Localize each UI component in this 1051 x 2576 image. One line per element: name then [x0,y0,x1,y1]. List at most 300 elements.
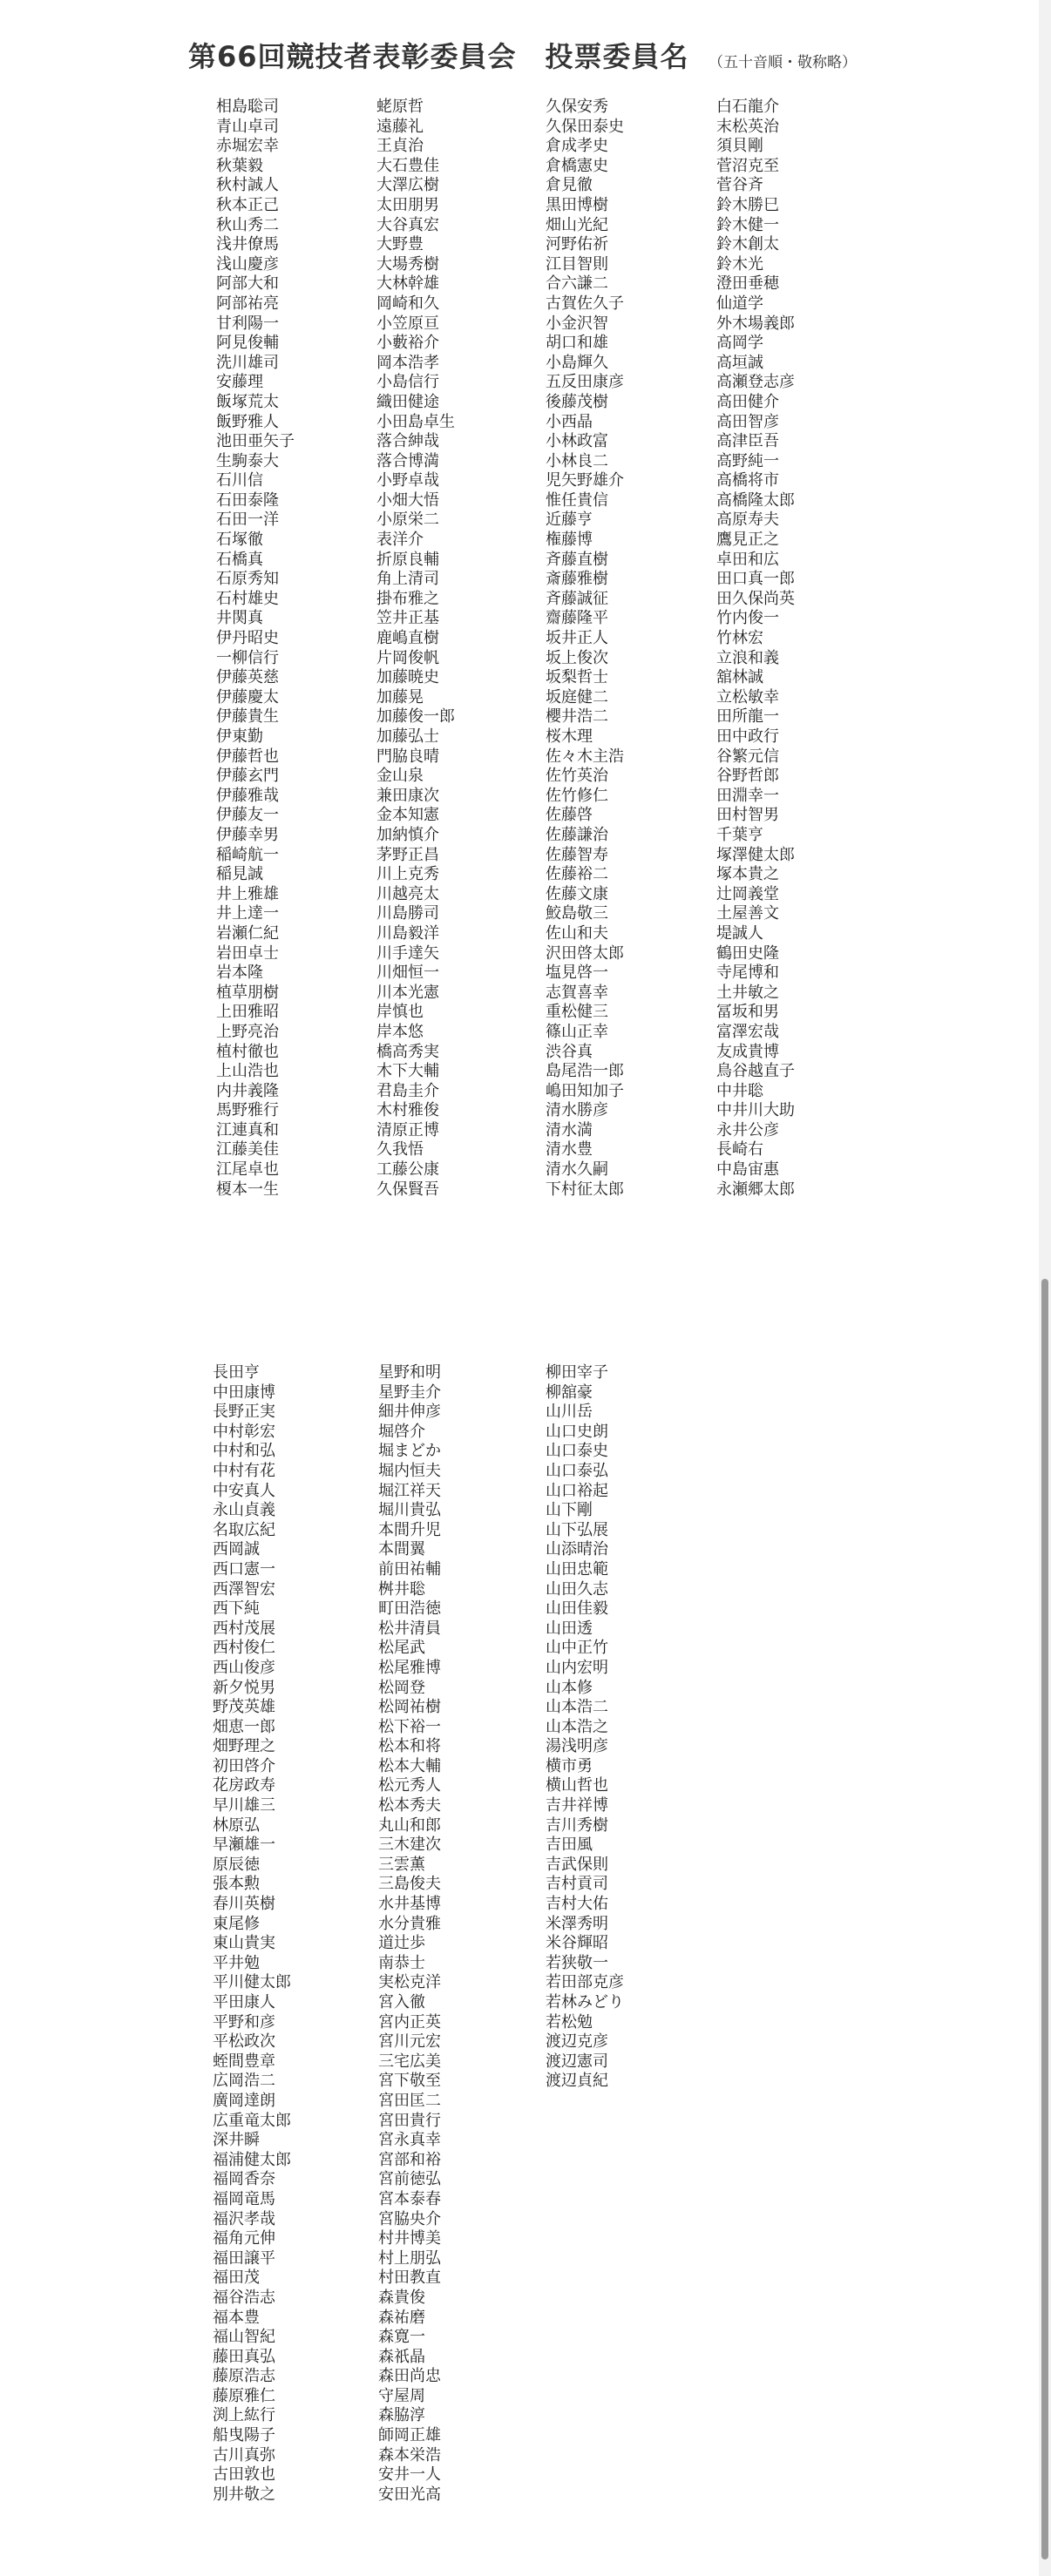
voter-name: 飯塚荒太 [216,392,279,411]
voter-name: 長野正実 [213,1403,275,1422]
voter-name: 松本和将 [378,1737,441,1756]
voter-column [376,98,455,1200]
voter-name: 秋村誠人 [216,176,279,195]
voter-name: 高田健介 [716,392,779,411]
voter-name: 松下裕一 [378,1717,441,1736]
voter-name: 長田亨 [213,1363,260,1382]
voter-name: 清原正博 [376,1120,439,1139]
voter-name: 福岡香奈 [213,2170,275,2189]
voter-name: 岸本悠 [376,1022,424,1041]
voter-name: 坂梨哲士 [546,668,608,687]
voter-name: 塩見啓一 [546,963,608,983]
voter-name: 三木建次 [378,1836,441,1855]
voter-name: 松尾武 [378,1639,425,1658]
voter-name: 三雲薫 [378,1855,425,1874]
voter-name: 石塚徹 [216,531,263,550]
voter-name: 佐々木主浩 [546,747,624,766]
voter-name: 江尾卓也 [216,1160,279,1180]
voter-name: 新夕悦男 [213,1678,275,1697]
voter-name: 柳舘豪 [546,1383,593,1402]
voter-name: 道辻歩 [378,1934,425,1953]
voter-name: 佐藤文康 [546,884,608,903]
voter-name: 大澤広樹 [376,176,439,195]
voter-name: 平井勉 [213,1953,260,1972]
voter-name: 横山哲也 [546,1776,608,1795]
voter-name: 末松英治 [716,117,779,136]
voter-name: 高垣誠 [716,353,763,372]
voter-name: 松井清員 [378,1619,441,1638]
voter-name: 金山泉 [376,767,424,786]
voter-name: 村上朋弘 [378,2248,441,2268]
voter-name: 石田一洋 [216,510,279,530]
voter-name: 丸山和郎 [378,1815,441,1835]
voter-name: 松本大輔 [378,1756,441,1775]
voter-name: 片岡俊帆 [376,648,439,667]
voter-name: 福岡竜馬 [213,2189,275,2208]
voter-name: 橋高秀実 [376,1042,439,1061]
voter-name: 竹内俊一 [716,609,779,628]
voter-name: 伊藤幸男 [216,825,279,844]
voter-name: 岩本隆 [216,963,263,983]
voter-name: 松岡登 [378,1678,425,1697]
voter-name: 石橋真 [216,550,263,569]
voter-name: 福沢孝哉 [213,2209,275,2228]
voter-name: 榎本一生 [216,1180,279,1199]
voter-name: 堤誠人 [716,923,763,943]
voter-name: 中井川大助 [716,1101,795,1120]
voter-name: 小島輝久 [546,353,608,372]
voter-name: 洗川雄司 [216,353,279,372]
voter-name: 稲崎航一 [216,845,279,864]
voter-name: 阿部大和 [216,274,279,294]
voter-name: 島尾浩一郎 [546,1062,624,1081]
voter-name: 高橋将市 [716,471,779,490]
voter-name: 岡本浩孝 [376,353,439,372]
voter-name: 森祐磨 [378,2308,425,2327]
voter-name: 倉見徹 [546,176,593,195]
voter-column [546,1363,624,2092]
voter-name: 久保安秀 [546,98,608,116]
voter-name: 土屋善文 [716,904,779,923]
voter-name: 堀川貴弘 [378,1501,441,1520]
voter-name: 川畑恒一 [376,963,439,983]
voter-column [716,98,795,1200]
voter-name: 田久保尚英 [716,589,795,608]
voter-name: 山田佳毅 [546,1599,608,1619]
voter-name: 浅山慶彦 [216,254,279,274]
voter-name: 清水満 [546,1120,593,1139]
voter-name: 春川英樹 [213,1895,275,1914]
voter-name: 森本栄浩 [378,2445,441,2464]
voter-name: 阿部祐亮 [216,294,279,313]
voter-name: 高瀬登志彦 [716,373,795,392]
voter-name: 浅井僚馬 [216,235,279,254]
voter-name: 伊藤哲也 [216,747,279,766]
voter-name: 秋本正己 [216,195,279,214]
voter-name: 前田祐輔 [378,1559,441,1579]
voter-name: 大野豊 [376,235,424,254]
voter-name: 山口史朗 [546,1422,608,1441]
voter-name: 吉村大佑 [546,1895,608,1914]
voter-name: 伊丹昭史 [216,629,279,648]
voter-name: 折原良輔 [376,550,439,569]
voter-name: 松岡祐樹 [378,1698,441,1717]
voter-name: 吉田風 [546,1836,593,1855]
voter-name: 永井公彦 [716,1120,779,1139]
voter-name: 小金沢智 [546,314,608,333]
scrollbar-thumb[interactable] [1041,1279,1048,2559]
voter-name: 児矢野雄介 [546,471,624,490]
voter-name: 清水勝彦 [546,1101,608,1120]
voter-name: 西岡誠 [213,1540,260,1559]
voter-name: 伊藤玄門 [216,767,279,786]
voter-name: 落合紳哉 [376,432,439,451]
voter-name: 後藤茂樹 [546,392,608,411]
voter-name: 清水豊 [546,1140,593,1160]
voter-name: 鮫島敬三 [546,904,608,923]
voter-name: 南恭士 [378,1953,425,1972]
voter-name: 澄田垂穂 [716,274,779,294]
voter-name: 小原栄二 [376,510,439,530]
voter-name: 茅野正昌 [376,845,439,864]
voter-name: 小笠原亘 [376,314,439,333]
voter-name: 福角元伸 [213,2229,275,2248]
voter-name: 桜木理 [546,727,593,746]
voter-name: 佐藤裕二 [546,865,608,884]
voter-name: 米澤秀明 [546,1914,608,1933]
voter-name: 小林政富 [546,432,608,451]
voter-name: 金本知憲 [376,806,439,825]
voter-name: 安藤理 [216,373,263,392]
voter-name: 星野圭介 [378,1383,441,1402]
voter-name: 織田健途 [376,392,439,411]
voter-name: 鶴田史隆 [716,943,779,963]
voter-name: 守屋周 [378,2386,425,2405]
voter-name: 嶋田知加子 [546,1081,624,1100]
voter-name: 堀江祥天 [378,1481,441,1500]
voter-name: 高野純一 [716,451,779,470]
voter-name: 西口憲一 [213,1559,275,1579]
voter-name: 水井基博 [378,1895,441,1914]
voter-name: 加藤弘士 [376,727,439,746]
voter-column [213,1363,291,2505]
voter-name: 田村智男 [716,806,779,825]
voter-name: 鹿嶋直樹 [376,629,439,648]
voter-name: 木下大輔 [376,1062,439,1081]
voter-name: 重松健三 [546,1003,608,1022]
voter-name: 古賀佐久子 [546,294,624,313]
voter-name: 若狭敬一 [546,1953,608,1972]
voter-column [216,98,295,1200]
voter-name: 東山貴実 [213,1934,275,1953]
voter-name: 松元秀人 [378,1776,441,1795]
voter-name: 山口泰史 [546,1442,608,1461]
voter-name: 岸慎也 [376,1003,424,1022]
voter-name: 角上清司 [376,570,439,589]
voter-name: 森寛一 [378,2328,425,2347]
voter-name: 小西晶 [546,412,593,431]
voter-name: 山口泰弘 [546,1461,608,1480]
voter-name: 平川健太郎 [213,1973,291,1992]
voter-name: 木村雅俊 [376,1101,439,1120]
voter-name: 蛯原哲 [376,98,424,116]
voter-name: 渡辺克彦 [546,2032,608,2052]
voter-name: 山下剛 [546,1501,593,1520]
voter-name: 鈴木創太 [716,235,779,254]
voter-name: 井関真 [216,609,263,628]
voter-name: 小島信行 [376,373,439,392]
voter-name: 下村征太郎 [546,1180,624,1199]
voter-name: 表洋介 [376,531,424,550]
voter-name: 河野佑祈 [546,235,608,254]
voter-name: 藤原雅仁 [213,2386,275,2405]
voter-name: 佐藤智寿 [546,845,608,864]
voter-name: 別井敬之 [213,2485,275,2504]
voter-name: 堀内恒夫 [378,1461,441,1480]
voter-name: 福山智紀 [213,2328,275,2347]
voter-name: 大場秀樹 [376,254,439,274]
voter-name: 上野亮治 [216,1022,279,1041]
voter-name: 西山俊彦 [213,1658,275,1677]
voter-name: 実松克洋 [378,1973,441,1992]
voter-name: 宮田貴行 [378,2111,441,2130]
voter-name: 広岡浩二 [213,2072,275,2091]
voter-name: 中村彰宏 [213,1422,275,1441]
voter-name: 阿見俊輔 [216,334,279,353]
voter-name: 佐竹英治 [546,767,608,786]
voter-name: 田淵幸一 [716,786,779,805]
voter-name: 岩田卓士 [216,943,279,963]
voter-name: 平田康人 [213,1993,275,2011]
voter-name: 山中正竹 [546,1639,608,1658]
voter-name: 畑野理之 [213,1737,275,1756]
voter-name: 五反田康彦 [546,373,624,392]
voter-name: 吉村貢司 [546,1875,608,1894]
voter-name: 船曳陽子 [213,2426,275,2445]
voter-name: 太田朋男 [376,195,439,214]
voter-name: 落合博満 [376,451,439,470]
voter-name: 町田浩徳 [378,1599,441,1619]
voter-name: 山添晴治 [546,1540,608,1559]
voter-name: 倉成孝史 [546,137,608,156]
voter-name: 古田敦也 [213,2465,275,2485]
voter-name: 湯浅明彦 [546,1737,608,1756]
voter-name: 中島宙惠 [716,1160,779,1180]
voter-name: 齋藤隆平 [546,609,608,628]
voter-name: 長崎右 [716,1140,763,1160]
voter-name: 竹林宏 [716,629,763,648]
voter-name: 名取広紀 [213,1520,275,1539]
voter-name: 山本修 [546,1678,593,1697]
voter-name: 斉藤直樹 [546,550,608,569]
voter-name: 宮入徹 [378,1993,425,2011]
voter-name: 小畑大悟 [376,490,439,510]
voter-name: 田所龍一 [716,707,779,727]
voter-name: 佐藤啓 [546,806,593,825]
voter-name: 黒田博樹 [546,195,608,214]
voter-name: 宮脇央介 [378,2209,441,2228]
voter-name: 門脇良晴 [376,747,439,766]
voter-name: 久保賢吾 [376,1180,439,1199]
voter-name: 師岡正雄 [378,2426,441,2445]
voter-name: 秋葉毅 [216,156,263,175]
voter-name: 若林みどり [546,1993,624,2011]
voter-name: 川越亮太 [376,884,439,903]
voter-name: 谷野哲郎 [716,767,779,786]
voter-column [546,98,624,1200]
voter-name: 岩瀬仁紀 [216,923,279,943]
voter-name: 青山卓司 [216,117,279,136]
voter-name: 王貞治 [376,137,424,156]
voter-name: 宮田匡二 [378,2091,441,2110]
voter-name: 小林良二 [546,451,608,470]
voter-name: 福田茂 [213,2268,260,2288]
voter-name: 伊藤英慈 [216,668,279,687]
voter-name: 西澤智宏 [213,1579,275,1599]
voter-name: 東尾修 [213,1914,260,1933]
voter-name: 篠山正幸 [546,1022,608,1041]
voter-name: 外木場義郎 [716,314,795,333]
voter-name: 笠井正基 [376,609,439,628]
voter-name: 鈴木健一 [716,215,779,234]
voter-name: 小野卓哉 [376,471,439,490]
voter-name: 石川信 [216,471,263,490]
voter-name: 森田尚忠 [378,2367,441,2386]
voter-name: 平松政次 [213,2032,275,2052]
voter-name: 舘林誠 [716,668,763,687]
voter-name: 加藤俊一郎 [376,707,455,727]
voter-name: 卓田和広 [716,550,779,569]
voter-name: 星野和明 [378,1363,441,1382]
voter-name: 藤田真弘 [213,2347,275,2366]
voter-name: 吉川秀樹 [546,1815,608,1835]
voter-name: 小田島卓生 [376,412,455,431]
voter-name: 坂井正人 [546,629,608,648]
voter-name: 山下弘展 [546,1520,608,1539]
voter-name: 君島圭介 [376,1081,439,1100]
voter-name: 辻岡義堂 [716,884,779,903]
voter-name: 伊藤慶太 [216,687,279,707]
voter-name: 富澤宏哉 [716,1022,779,1041]
voter-name: 伊藤貴生 [216,707,279,727]
voter-name: 安田光高 [378,2485,441,2504]
voter-name: 川島毅洋 [376,923,439,943]
voter-name: 惟任貴信 [546,490,608,510]
sort-note: （五十音順・敬称略） [709,54,857,71]
voter-name: 広重竜太郎 [213,2111,291,2130]
voter-name: 久我悟 [376,1140,424,1160]
voter-name: 生駒泰大 [216,451,279,470]
voter-name: 立松敏幸 [716,687,779,707]
voter-name: 内井義隆 [216,1081,279,1100]
voter-name: 沢田啓太郎 [546,943,624,963]
voter-name: 吉武保則 [546,1855,608,1874]
voter-name: 石村雄史 [216,589,279,608]
voter-name: 坂庭健二 [546,687,608,707]
voter-name: 仙道学 [716,294,763,313]
voter-name: 櫻井浩二 [546,707,608,727]
voter-name: 宮内正英 [378,2012,441,2032]
voter-name: 久保田泰史 [546,117,624,136]
voter-name: 福本豊 [213,2308,260,2327]
voter-name: 宮永真幸 [378,2131,441,2150]
voter-name: 永山貞義 [213,1501,275,1520]
voter-name: 初田啓介 [213,1756,275,1775]
voter-name: 高原寿夫 [716,510,779,530]
voter-name: 村井博美 [378,2229,441,2248]
voter-name: 赤堀宏幸 [216,137,279,156]
voter-name: 山口裕起 [546,1481,608,1500]
voter-name: 藤原浩志 [213,2367,275,2386]
voter-name: 工藤公康 [376,1160,439,1180]
voter-name: 中村和弘 [213,1442,275,1461]
voter-name: 宮本泰春 [378,2189,441,2208]
voter-name: 森貴俊 [378,2288,425,2307]
voter-name: 畑恵一郎 [213,1717,275,1736]
voter-name: 森祇晶 [378,2347,425,2366]
voter-name: 川島勝司 [376,904,439,923]
voter-name: 柳田宰子 [546,1363,608,1382]
voter-name: 三島俊夫 [378,1875,441,1894]
voter-name: 古川真弥 [213,2445,275,2464]
scrollbar-track[interactable] [1039,0,1051,2576]
voter-name: 植草朋樹 [216,983,279,1002]
voter-name: 川本光憲 [376,983,439,1002]
voter-name: 本間翼 [378,1540,425,1559]
voter-name: 宮川元宏 [378,2032,441,2052]
voter-name: 山田透 [546,1619,593,1638]
voter-name: 早川雄三 [213,1796,275,1815]
voter-name: 稲見誠 [216,865,263,884]
voter-name: 塚澤健太郎 [716,845,795,864]
voter-name: 林原弘 [213,1815,260,1835]
voter-name: 深井瞬 [213,2131,260,2150]
voter-name: 西下純 [213,1599,260,1619]
voter-name: 高田智彦 [716,412,779,431]
voter-name: 井上雅雄 [216,884,279,903]
voter-name: 相島聡司 [216,98,279,116]
voter-name: 蛭間豊章 [213,2052,275,2071]
voter-name: 鳥谷越直子 [716,1062,795,1081]
voter-name: 渡辺憲司 [546,2052,608,2071]
voter-name: 小藪裕介 [376,334,439,353]
voter-name: 甘利陽一 [216,314,279,333]
voter-name: 安井一人 [378,2465,441,2485]
voter-name: 山川岳 [546,1403,593,1422]
voter-name: 上田雅昭 [216,1003,279,1022]
voter-name: 松本秀夫 [378,1796,441,1815]
voter-name: 田中政行 [716,727,779,746]
voter-name: 宮部和裕 [378,2150,441,2169]
voter-name: 伊東勤 [216,727,263,746]
voter-name: 坂上俊次 [546,648,608,667]
voter-name: 江連真和 [216,1120,279,1139]
voter-name: 高津臣吾 [716,432,779,451]
voter-name: 中田康博 [213,1383,275,1402]
voter-name: 佐藤謙治 [546,825,608,844]
voter-name: 福田譲平 [213,2248,275,2268]
voter-name: 加藤晃 [376,687,424,707]
voter-name: 村田教直 [378,2268,441,2288]
voter-name: 高橋隆太郎 [716,490,795,510]
voter-name: 谷繁元信 [716,747,779,766]
voter-name: 佐山和夫 [546,923,608,943]
voter-name: 松尾雅博 [378,1658,441,1677]
voter-name: 飯野雅人 [216,412,279,431]
voter-name: 堀啓介 [378,1422,425,1441]
voter-name: 福浦健太郎 [213,2150,291,2169]
voter-name: 塚本貴之 [716,865,779,884]
